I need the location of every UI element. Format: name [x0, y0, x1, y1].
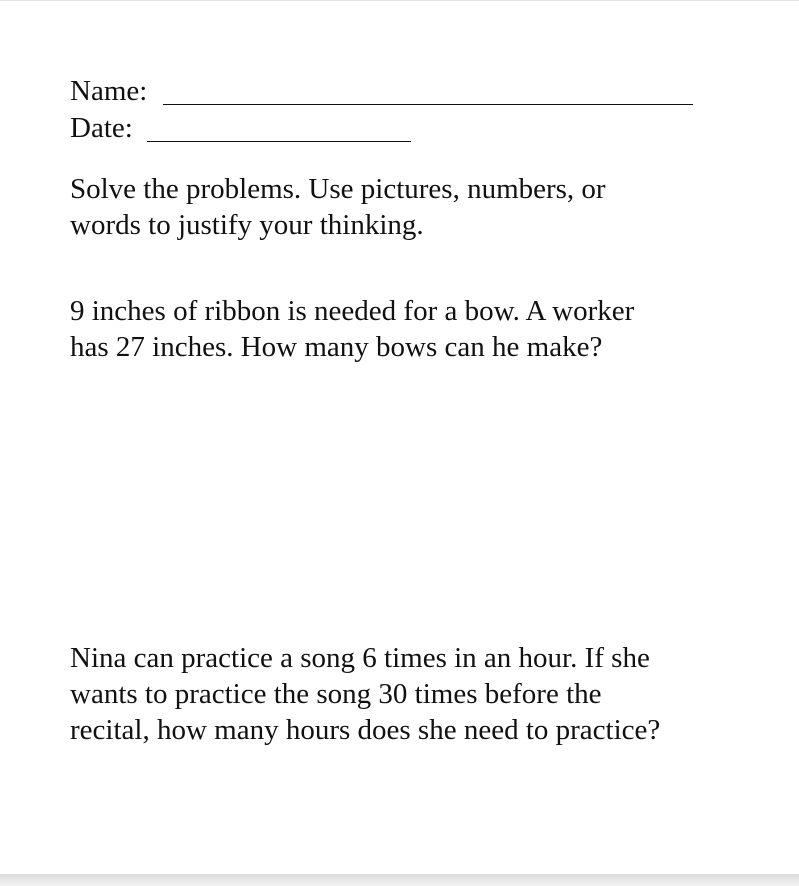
- date-blank-line[interactable]: [147, 141, 411, 142]
- problem-1-line-1: 9 inches of ribbon is needed for a bow. A worker: [70, 295, 635, 327]
- name-label: Name:: [70, 75, 148, 107]
- name-field-row: [70, 73, 147, 109]
- date-field-row: [70, 110, 133, 146]
- problem-1-line-2: has 27 inches. How many bows can he make?: [70, 331, 603, 363]
- name-blank-line[interactable]: [163, 104, 693, 105]
- date-label: Date:: [70, 112, 133, 144]
- problem-2-line-3: recital, how many hours does she need to practice?: [70, 714, 661, 746]
- problem-2-line-1: Nina can practice a song 6 times in an hour. If she: [70, 642, 650, 674]
- instructions-line-1: Solve the problems. Use pictures, numbers, or: [70, 173, 606, 205]
- problem-2-line-2: wants to practice the song 30 times before the: [70, 678, 602, 710]
- page-bottom-shadow: [0, 874, 799, 886]
- instructions-line-2: words to justify your thinking.: [70, 209, 424, 241]
